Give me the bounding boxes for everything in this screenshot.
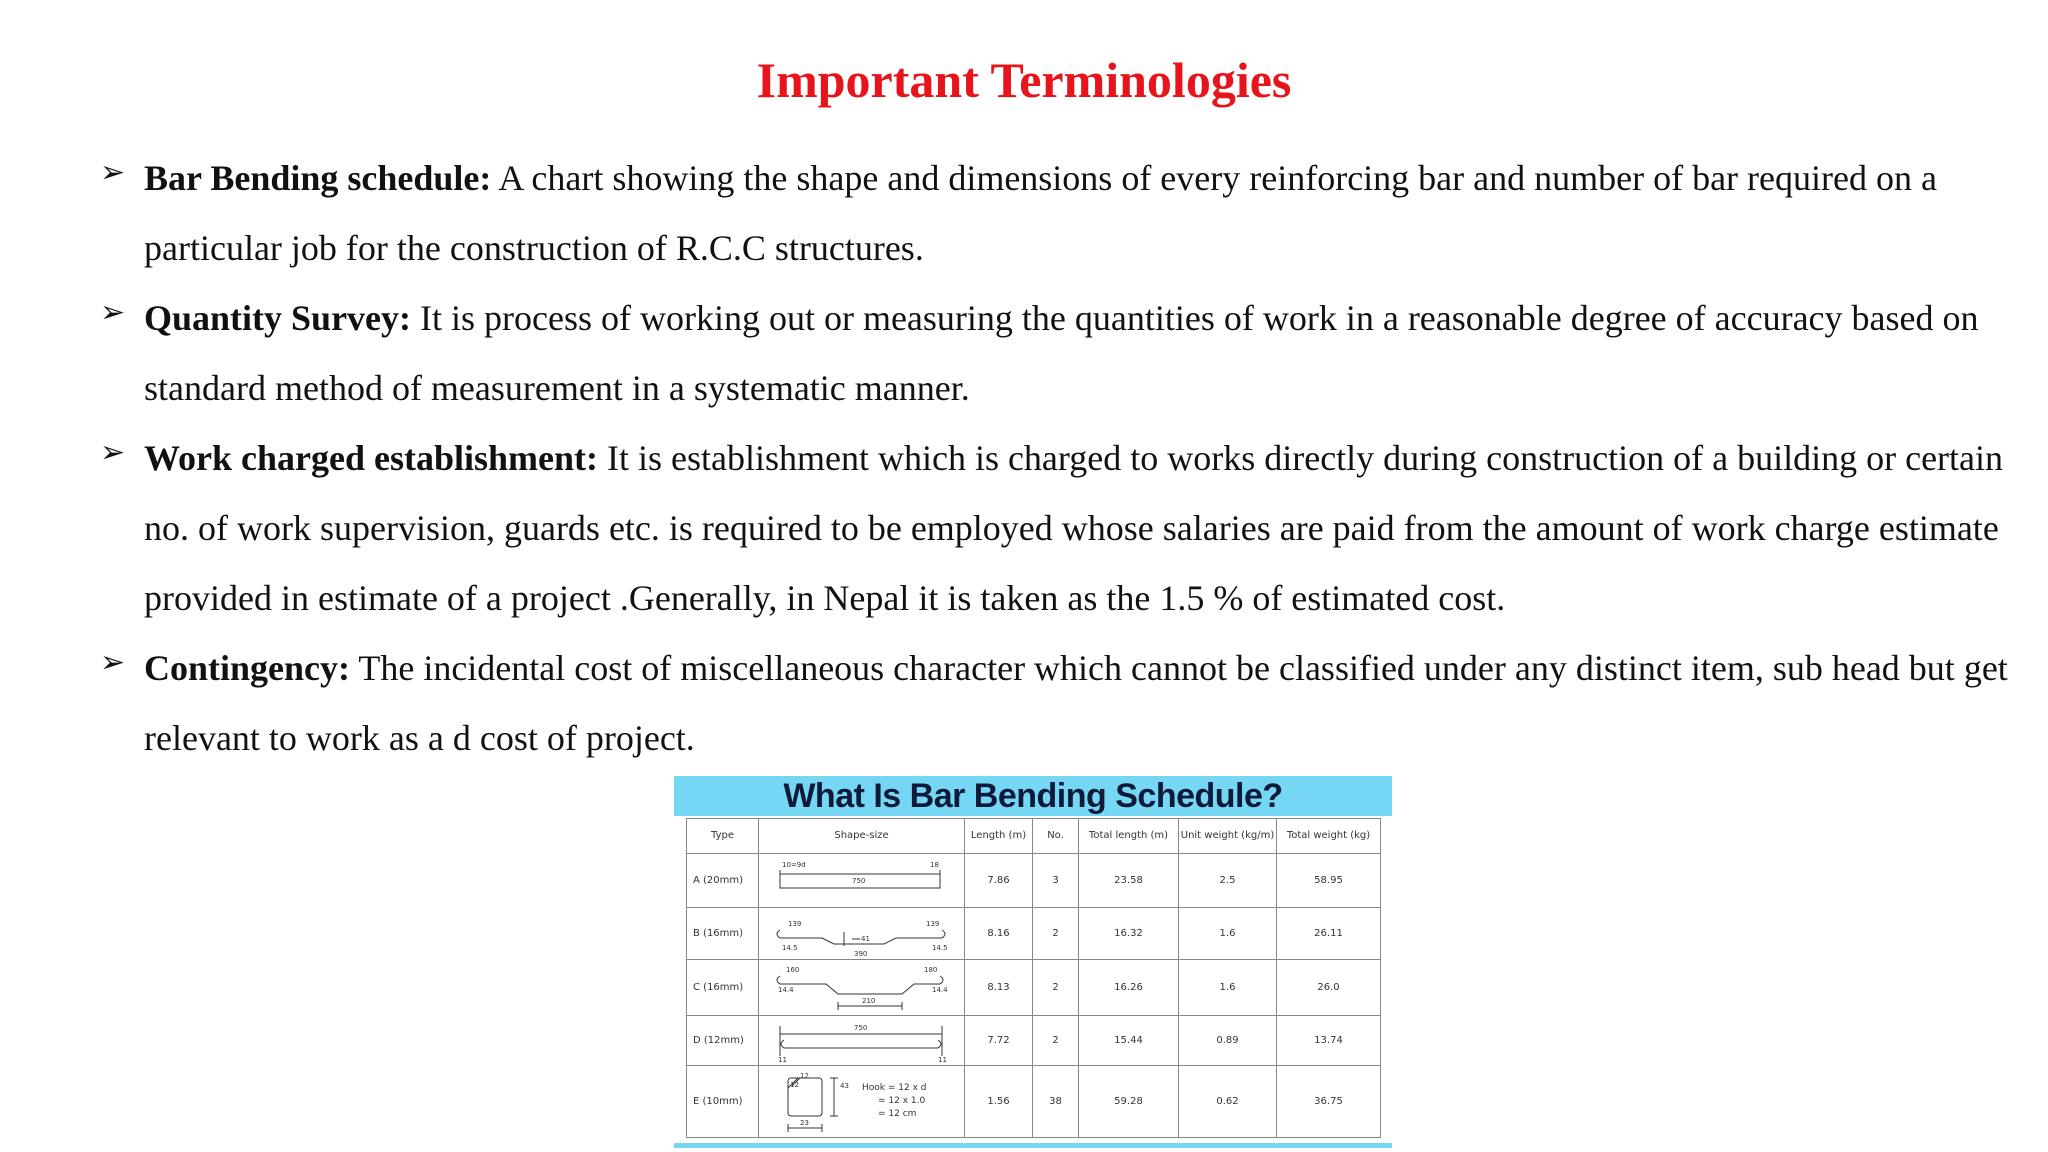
- cell-no: 38: [1033, 1066, 1079, 1138]
- shape-label: 14.4: [777, 985, 794, 994]
- cell-type: A (20mm): [687, 854, 759, 908]
- shape-label: 160: [785, 965, 799, 974]
- table-row: [687, 1066, 1381, 1138]
- page-title: Important Terminologies: [756, 52, 1292, 108]
- term-label: Contingency:: [144, 648, 350, 688]
- cell-total-weight: 36.75: [1277, 1066, 1381, 1138]
- bar-shape-a-diagram: [762, 856, 962, 906]
- list-item: [100, 143, 2020, 283]
- cell-no: 2: [1033, 960, 1079, 1016]
- table-row: [687, 1016, 1381, 1066]
- table-row: [687, 854, 1381, 908]
- cell-length: 1.56: [965, 1066, 1033, 1138]
- cell-length: 8.16: [965, 908, 1033, 960]
- table-row: [687, 908, 1381, 960]
- shape-label: 11: [777, 1055, 787, 1064]
- terminology-list: [100, 143, 2020, 773]
- cell-unit-weight: 0.62: [1179, 1066, 1277, 1138]
- shape-label: 10=9d: [781, 860, 806, 869]
- term-definition: The incidental cost of miscellaneous character which cannot be classified under any distinct item, sub head but get relevant to work as a d cost of project.: [144, 648, 2008, 758]
- cell-no: 2: [1033, 1016, 1079, 1066]
- cell-total-weight: 13.74: [1277, 1016, 1381, 1066]
- shape-label: 11: [937, 1055, 947, 1064]
- table-header-row: [687, 819, 1381, 854]
- arrow-bullet-icon: ➢: [100, 435, 126, 470]
- cell-length: 7.72: [965, 1016, 1033, 1066]
- bar-shape-b-diagram: [762, 910, 962, 958]
- shape-label: = 12 x 1.0: [877, 1095, 925, 1106]
- shape-label: 390: [853, 949, 867, 958]
- shape-label: 14.5: [931, 943, 948, 952]
- bar-shape-c-diagram: [762, 962, 962, 1014]
- table-row: [687, 960, 1381, 1016]
- shape-label: 12: [789, 1080, 799, 1089]
- bar-shape-e-diagram: [762, 1068, 962, 1136]
- cell-no: 3: [1033, 854, 1079, 908]
- cell-total-weight: 58.95: [1277, 854, 1381, 908]
- term-definition: It is process of working out or measuring the quantities of work in a reasonable degree of accuracy based on standard method of measurement in a systematic manner.: [144, 298, 1979, 408]
- shape-label: 41: [860, 934, 870, 943]
- term-label: Bar Bending schedule:: [144, 158, 492, 198]
- shape-label: 14.4: [931, 985, 948, 994]
- col-header: Length (m): [965, 819, 1033, 854]
- list-item: [100, 633, 2020, 773]
- list-item: [100, 283, 2020, 423]
- cell-total-length: 16.26: [1079, 960, 1179, 1016]
- cell-length: 8.13: [965, 960, 1033, 1016]
- term-label: Quantity Survey:: [144, 298, 412, 338]
- cell-no: 2: [1033, 908, 1079, 960]
- shape-label: 43: [839, 1081, 849, 1090]
- shape-label: 14.5: [781, 943, 798, 952]
- shape-label: 139: [787, 919, 801, 928]
- cell-total-weight: 26.11: [1277, 908, 1381, 960]
- shape-label: 23: [799, 1118, 809, 1127]
- col-header: No.: [1033, 819, 1079, 854]
- bar-bending-schedule-image: [674, 776, 1392, 1148]
- cell-shape: [759, 908, 965, 960]
- col-header: Type: [687, 819, 759, 854]
- bbs-banner: What Is Bar Bending Schedule?: [674, 776, 1392, 816]
- shape-label: 139: [925, 919, 939, 928]
- shape-label: 210: [861, 996, 875, 1005]
- cell-unit-weight: 0.89: [1179, 1016, 1277, 1066]
- cell-shape: [759, 960, 965, 1016]
- cell-total-length: 15.44: [1079, 1016, 1179, 1066]
- cell-type: C (16mm): [687, 960, 759, 1016]
- list-item: [100, 423, 2020, 633]
- cell-unit-weight: 1.6: [1179, 960, 1277, 1016]
- shape-label: 12: [799, 1071, 809, 1080]
- arrow-bullet-icon: ➢: [100, 645, 126, 680]
- col-header: Total weight (kg): [1277, 819, 1381, 854]
- col-header: Shape-size: [759, 819, 965, 854]
- cell-total-length: 16.32: [1079, 908, 1179, 960]
- cell-shape: [759, 854, 965, 908]
- shape-label: = 12 cm: [877, 1108, 916, 1119]
- term-definition: A chart showing the shape and dimensions of every reinforcing bar and number of bar required on a particular job for the construction of R.C.C structures.: [144, 158, 1937, 268]
- shape-label: 180: [923, 965, 937, 974]
- bbs-table: [686, 818, 1381, 1138]
- term-definition: It is establishment which is charged to works directly during construction of a building or certain no. of work supervision, guards etc. is required to be employed whose salaries are paid from the amount of work charge estimate provided in estimate of a project .Generally, in Nepal it is taken as the 1.5 % of estimated cost.: [144, 438, 2004, 618]
- shape-label: 750: [853, 1023, 867, 1032]
- shape-label: Hook = 12 x d: [861, 1082, 926, 1093]
- bar-shape-d-diagram: [762, 1018, 962, 1064]
- cell-shape: [759, 1016, 965, 1066]
- cell-unit-weight: 1.6: [1179, 908, 1277, 960]
- arrow-bullet-icon: ➢: [100, 295, 126, 330]
- arrow-bullet-icon: ➢: [100, 155, 126, 190]
- bbs-bottom-bar: [674, 1143, 1392, 1148]
- cell-total-weight: 26.0: [1277, 960, 1381, 1016]
- cell-type: D (12mm): [687, 1016, 759, 1066]
- cell-shape: [759, 1066, 965, 1138]
- cell-length: 7.86: [965, 854, 1033, 908]
- cell-total-length: 59.28: [1079, 1066, 1179, 1138]
- shape-label: 750: [851, 876, 865, 885]
- col-header: Total length (m): [1079, 819, 1179, 854]
- cell-total-length: 23.58: [1079, 854, 1179, 908]
- term-label: Work charged establishment:: [144, 438, 598, 478]
- cell-type: B (16mm): [687, 908, 759, 960]
- shape-label: 18: [929, 860, 939, 869]
- cell-unit-weight: 2.5: [1179, 854, 1277, 908]
- col-header: Unit weight (kg/m): [1179, 819, 1277, 854]
- cell-type: E (10mm): [687, 1066, 759, 1138]
